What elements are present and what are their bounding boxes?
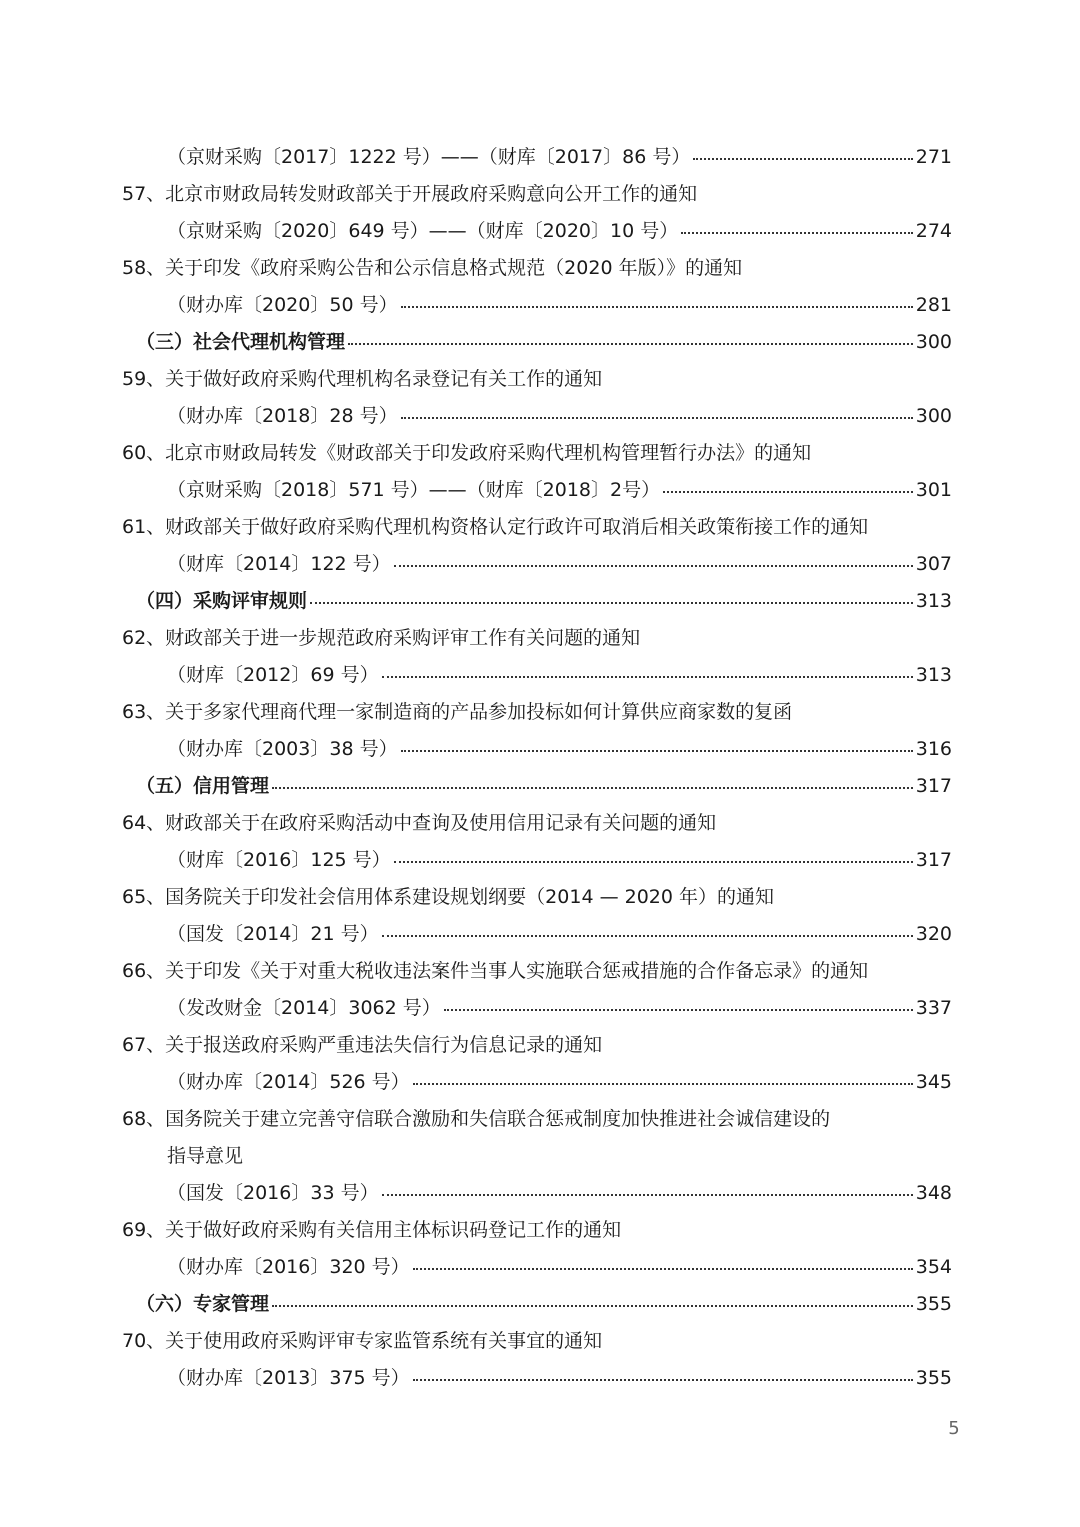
page-number: 5 [948,1418,960,1439]
document-number: （财办库〔2016〕320 号） [167,1256,410,1278]
entry-title-text: 63、关于多家代理商代理一家制造商的产品参加投标如何计算供应商家数的复函 [122,701,793,723]
page-reference: 313 [915,590,952,612]
page-reference: 307 [915,553,952,575]
dot-leader [310,601,913,604]
toc-entry-title [0,694,1080,731]
document-number: （国发〔2016〕33 号） [167,1182,379,1204]
toc-entry-reference [0,916,1080,953]
dot-leader [348,342,913,345]
page-reference: 317 [915,849,952,871]
dot-leader [272,1304,913,1307]
section-label: （四）采购评审规则 [136,590,308,612]
toc-entry-title [0,1027,1080,1064]
document-number: （财库〔2014〕122 号） [167,553,391,575]
entry-title-text: 65、国务院关于印发社会信用体系建设规划纲要（2014 — 2020 年）的通知 [122,886,775,908]
toc-entry-title [0,953,1080,990]
document-number: （财办库〔2018〕28 号） [167,405,398,427]
document-number: （财库〔2012〕69 号） [167,664,379,686]
page-reference: 313 [915,664,952,686]
toc-entry-title [0,620,1080,657]
toc-entry-reference [0,1175,1080,1212]
dot-leader [681,231,913,234]
document-number: （财库〔2016〕125 号） [167,849,391,871]
toc-entry-title [0,1101,1080,1138]
dot-leader [382,1193,913,1196]
dot-leader [413,1378,913,1381]
page-reference: 345 [915,1071,952,1093]
section-label: （三）社会代理机构管理 [136,331,346,353]
toc-entry-title [0,176,1080,213]
dot-leader [693,157,912,160]
page-reference: 301 [915,479,952,501]
toc-entry-title [0,879,1080,916]
toc-entry-reference [0,731,1080,768]
document-number: （京财采购〔2020〕649 号）——（财库〔2020〕10 号） [167,220,679,242]
toc-entry-title [0,361,1080,398]
dot-leader [444,1008,913,1011]
toc-entry-title [0,509,1080,546]
toc-entry-reference [0,1249,1080,1286]
dot-leader [382,934,913,937]
page-reference: 354 [915,1256,952,1278]
page-reference: 337 [915,997,952,1019]
page-reference: 274 [915,220,952,242]
dot-leader [401,749,913,752]
entry-title-text: 64、财政部关于在政府采购活动中查询及使用信用记录有关问题的通知 [122,812,717,834]
page-reference: 348 [915,1182,952,1204]
toc-entry-title [0,250,1080,287]
entry-title-text: 70、关于使用政府采购评审专家监管系统有关事宜的通知 [122,1330,603,1352]
entry-title-text: 指导意见 [167,1145,244,1167]
document-number: （京财采购〔2017〕1222 号）——（财库〔2017〕86 号） [167,146,691,168]
dot-leader [413,1267,913,1270]
dot-leader [401,416,913,419]
toc-entry-reference [0,398,1080,435]
document-number: （财办库〔2020〕50 号） [167,294,398,316]
toc-entry-reference [0,842,1080,879]
document-number: （财办库〔2014〕526 号） [167,1071,410,1093]
page-reference: 300 [915,405,952,427]
section-label: （五）信用管理 [136,775,270,797]
entry-title-text: 66、关于印发《关于对重大税收违法案件当事人实施联合惩戒措施的合作备忘录》的通知 [122,960,869,982]
toc-entry-title [0,1212,1080,1249]
document-number: （财办库〔2003〕38 号） [167,738,398,760]
dot-leader [382,675,913,678]
page-reference: 355 [915,1293,952,1315]
entry-title-text: 68、国务院关于建立完善守信联合激励和失信联合惩戒制度加快推进社会诚信建设的 [122,1108,831,1130]
document-number: （国发〔2014〕21 号） [167,923,379,945]
page-reference: 317 [915,775,952,797]
toc-section-heading [0,583,1080,620]
entry-title-text: 60、北京市财政局转发《财政部关于印发政府采购代理机构管理暂行办法》的通知 [122,442,812,464]
entry-title-text: 61、财政部关于做好政府采购代理机构资格认定行政许可取消后相关政策衔接工作的通知 [122,516,869,538]
toc-entry-reference [0,546,1080,583]
document-number: （财办库〔2013〕375 号） [167,1367,410,1389]
dot-leader [394,564,913,567]
toc-entry-title [0,1323,1080,1360]
entry-title-text: 59、关于做好政府采购代理机构名录登记有关工作的通知 [122,368,603,390]
toc-section-heading [0,1286,1080,1323]
toc-entry-reference [0,1360,1080,1397]
toc-entry-reference [0,472,1080,509]
entry-title-text: 57、北京市财政局转发财政部关于开展政府采购意向公开工作的通知 [122,183,698,205]
entry-title-text: 62、财政部关于进一步规范政府采购评审工作有关问题的通知 [122,627,641,649]
document-number: （发改财金〔2014〕3062 号） [167,997,441,1019]
section-label: （六）专家管理 [136,1293,270,1315]
toc-entry-reference [0,990,1080,1027]
page-reference: 320 [915,923,952,945]
page-reference: 355 [915,1367,952,1389]
toc-entry-title [0,805,1080,842]
dot-leader [401,305,913,308]
dot-leader [413,1082,913,1085]
toc-entry-reference [0,287,1080,324]
toc-entry-reference [0,139,1080,176]
toc-entry-reference [0,657,1080,694]
page-reference: 271 [915,146,952,168]
toc-section-heading [0,324,1080,361]
toc-entry-title [0,1138,1080,1175]
page-reference: 300 [915,331,952,353]
page-reference: 316 [915,738,952,760]
dot-leader [272,786,913,789]
toc-section-heading [0,768,1080,805]
document-number: （京财采购〔2018〕571 号）——（财库〔2018〕2号） [167,479,661,501]
toc-entry-reference [0,1064,1080,1101]
page-reference: 281 [915,294,952,316]
entry-title-text: 67、关于报送政府采购严重违法失信行为信息记录的通知 [122,1034,603,1056]
dot-leader [663,490,913,493]
toc-entry-reference [0,213,1080,250]
toc-entry-title [0,435,1080,472]
dot-leader [394,860,913,863]
entry-title-text: 58、关于印发《政府采购公告和公示信息格式规范（2020 年版）》的通知 [122,257,743,279]
entry-title-text: 69、关于做好政府采购有关信用主体标识码登记工作的通知 [122,1219,622,1241]
